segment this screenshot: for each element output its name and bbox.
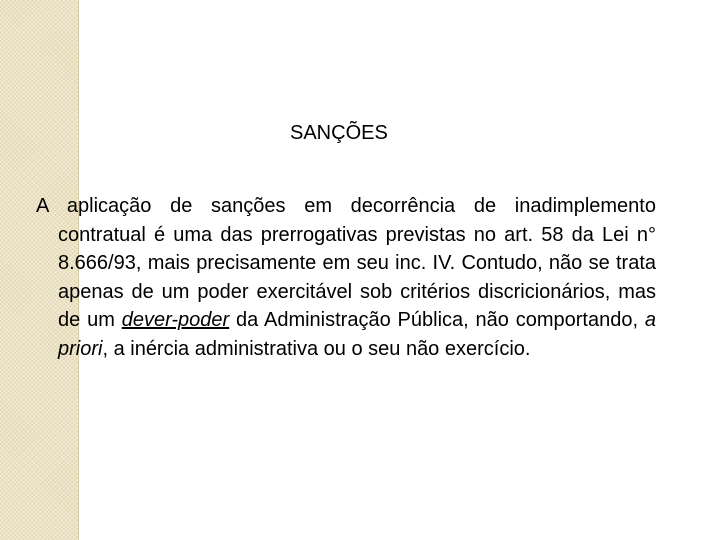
- emphasis-dever-poder: dever-poder: [121, 309, 230, 332]
- slide-title: SANÇÕES: [290, 122, 388, 144]
- paragraph-text-part2: da Administração Pública, não comportando,: [229, 309, 645, 332]
- paragraph-text-part3: , a inércia administrativa ou o seu não exercício.: [102, 337, 531, 360]
- paragraph-text-part1: A aplicação de sanções em decorrência de inadimplemento contratual é uma das prerrogativas previstas no art. 58 da Lei n° 8.666/93, mais precisamente em seu inc. IV. Contudo, não se trata apenas de um poder exercitável sob critérios discricionários, mas de um: [36, 195, 656, 332]
- emphasis-a-priori: a priori: [58, 309, 656, 360]
- body-paragraph: [36, 192, 656, 364]
